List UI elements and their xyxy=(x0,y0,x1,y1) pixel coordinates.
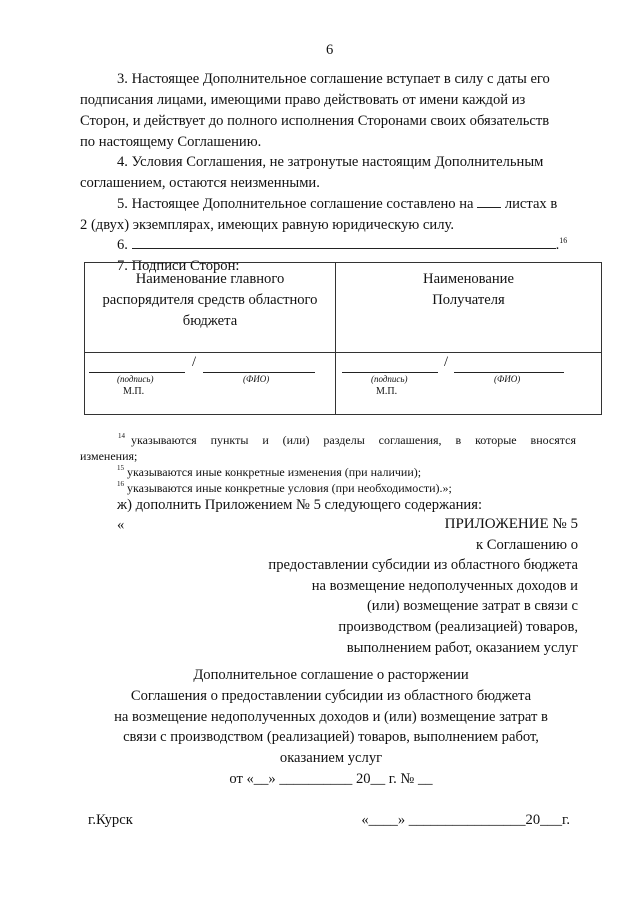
appendix-line-2: предоставлении субсидии из областного бюджета xyxy=(268,557,578,573)
recipient-header-line-2: Получателя xyxy=(432,292,505,308)
paragraph-3-line-3: Сторон, и действует до полного исполнения Сторонами своих обязательств xyxy=(80,113,550,129)
recipient-fio-label: (ФИО) xyxy=(494,374,521,384)
paragraph-6-number: 6. xyxy=(117,237,128,253)
page-number: 6 xyxy=(326,42,334,58)
footnote-ref-16: 16 xyxy=(559,236,568,245)
place-date: «____» ________________20___г. xyxy=(361,812,570,828)
grantor-header-line-2: распорядителя средств областного xyxy=(102,292,318,308)
grantor-fio-label: (ФИО) xyxy=(243,374,270,384)
paragraph-5-line-1 xyxy=(117,196,557,213)
footnote-14-text: указываются пункты и (или) разделы соглашения, в которые вносятся xyxy=(131,433,576,447)
recipient-header-line-1: Наименование xyxy=(423,271,514,287)
footnote-16-text: указываются иные конкретные условия (при необходимости).»; xyxy=(127,481,452,495)
amendment-line: ж) дополнить Приложением № 5 следующего содержания: xyxy=(117,497,482,513)
appendix-line-6: выполнением работ, оказанием услуг xyxy=(346,640,578,656)
place-city: г.Курск xyxy=(88,812,133,828)
footnote-14-number: 14 xyxy=(118,432,125,440)
recipient-signature-line xyxy=(342,358,438,373)
footnote-15-text: указываются иные конкретные изменения (при наличии); xyxy=(127,465,422,479)
paragraph-3-line-2: подписания лицами, имеющими право действовать от имени каждой из xyxy=(80,92,526,108)
recipient-stamp-label: М.П. xyxy=(376,386,398,397)
appendix-title: ПРИЛОЖЕНИЕ № 5 xyxy=(444,516,578,532)
appendix-line-1: к Соглашению о xyxy=(476,537,578,553)
recipient-header-cell xyxy=(336,263,602,353)
grantor-signature-cell: / (подпись) (ФИО) М.П. xyxy=(85,353,336,415)
agreement-title-line-2: Соглашения о предоставлении субсидии из областного бюджета xyxy=(130,688,532,704)
footnote-15-number: 15 xyxy=(117,464,124,472)
agreement-title-line-1: Дополнительное соглашение о расторжении xyxy=(193,667,469,683)
paragraph-6: 6. .$^{16}$ xyxy=(117,236,568,253)
appendix-line-5: производством (реализацией) товаров, xyxy=(338,619,578,635)
appendix-line-3: на возмещение недополученных доходов и xyxy=(311,578,578,594)
recipient-signature-cell: / (подпись) (ФИО) М.П. xyxy=(336,353,602,415)
paragraph-6-blank-line xyxy=(132,248,556,249)
paragraph-7: 7. Подписи Сторон: xyxy=(117,258,240,274)
grantor-header-line-3: бюджета xyxy=(182,313,238,329)
paragraph-3-line-1: 3. Настоящее Дополнительное соглашение вступает в силу с даты его xyxy=(117,71,550,87)
footnote-15 xyxy=(117,465,421,480)
grantor-header-line-1: Наименование главного xyxy=(135,271,285,287)
paragraph-5-text-a: 5. Настоящее Дополнительное соглашение составлено на xyxy=(117,196,474,212)
paragraph-3-line-4: по настоящему Соглашению. xyxy=(80,134,262,150)
recipient-signature-label: (подпись) xyxy=(371,374,408,384)
paragraph-4-line-2: соглашением, остаются неизменными. xyxy=(80,175,320,191)
paragraph-4-line-1: 4. Условия Соглашения, не затронутые настоящим Дополнительным xyxy=(117,154,544,170)
appendix-line-4: (или) возмещение затрат в связи с xyxy=(366,598,578,614)
quote-open: « xyxy=(117,517,125,533)
recipient-fio-line xyxy=(454,358,564,373)
footnote-16-number: 16 xyxy=(117,480,124,488)
grantor-fio-line xyxy=(203,358,315,373)
agreement-date-line: от «__» __________ 20__ г. № __ xyxy=(229,771,433,787)
grantor-header-cell xyxy=(85,263,336,353)
paragraph-5-line-2: 2 (двух) экземплярах, имеющих равную юридическую силу. xyxy=(80,217,454,233)
grantor-stamp-label: М.П. xyxy=(123,386,145,397)
footnote-16 xyxy=(117,481,452,496)
agreement-title-line-5: оказанием услуг xyxy=(279,750,383,766)
agreement-title-line-3: на возмещение недополученных доходов и (или) возмещение затрат в xyxy=(114,709,548,725)
grantor-signature-label: (подпись) xyxy=(117,374,154,384)
agreement-title-line-4: связи с производством (реализацией) товаров, выполнением работ, xyxy=(123,729,539,745)
paragraph-5-text-b: листах в xyxy=(504,196,558,212)
footnote-14-line-1 xyxy=(118,433,576,448)
sheets-count-blank xyxy=(477,207,501,208)
footnote-14-line-2: изменения; xyxy=(80,449,138,463)
grantor-signature-line xyxy=(89,358,185,373)
signature-table xyxy=(84,262,602,415)
